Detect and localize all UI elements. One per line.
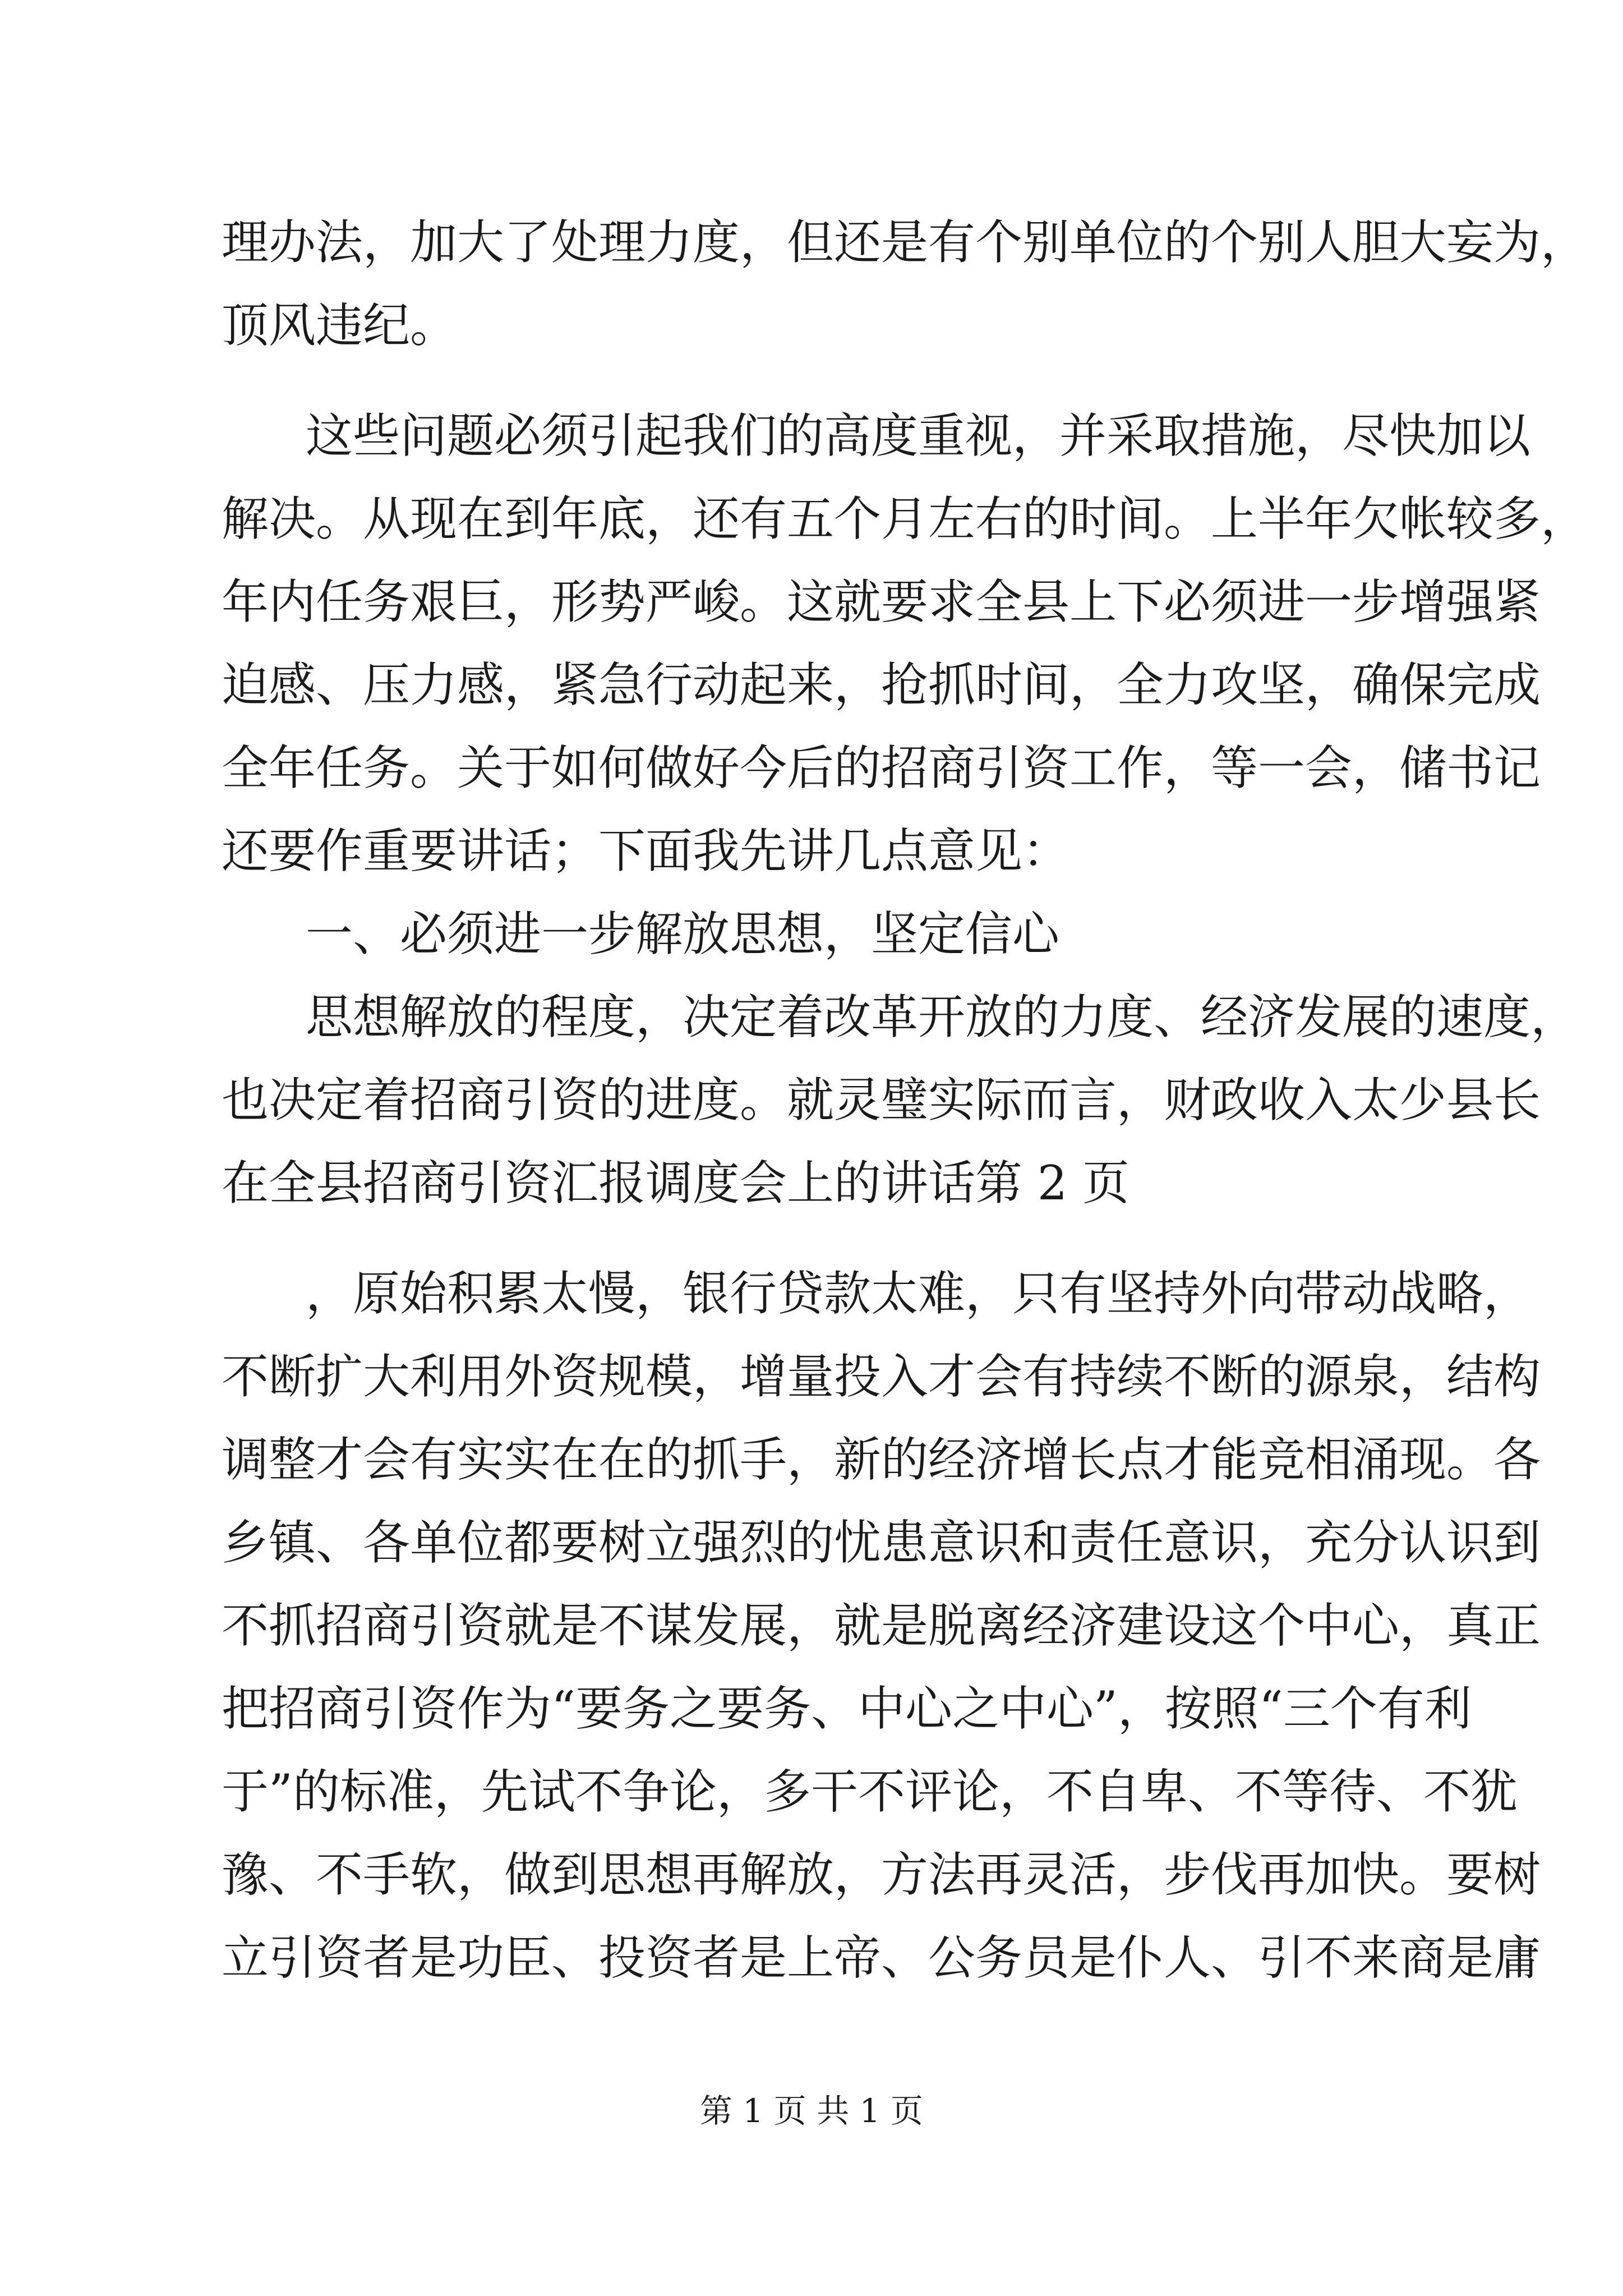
page-footer: 第 1 页 共 1 页 xyxy=(700,2092,923,2130)
text-line-8: 还要作重要讲话；下面我先讲几点意见： xyxy=(222,823,1070,878)
section-heading: 一、必须进一步解放思想，坚定信心 xyxy=(306,907,1060,961)
text-line-17: 不抓招商引资就是不谋发展，就是脱离经济建设这个中心，真正 xyxy=(222,1598,1541,1653)
text-line-10: 思想解放的程度，决定着改革开放的力度、经济发展的速度， xyxy=(306,990,1578,1045)
text-line-15: 调整才会有实实在在的抓手，新的经济增长点才能竞相涌现。各 xyxy=(222,1432,1541,1487)
text-line-14: 不断扩大利用外资规模，增量投入才会有持续不断的源泉，结构 xyxy=(222,1349,1541,1404)
text-line-20: 豫、不手软，做到思想再解放，方法再灵活，步伐再加快。要树 xyxy=(222,1847,1541,1902)
text-line-11: 也决定着招商引资的进度。就灵璧实际而言，财政收入太少县长 xyxy=(222,1073,1541,1128)
text-line-7: 全年任务。关于如何做好今后的招商引资工作，等一会，储书记 xyxy=(222,740,1541,795)
text-line-6: 迫感、压力感，紧急行动起来，抢抓时间，全力攻坚，确保完成 xyxy=(222,657,1541,712)
text-line-13: ，原始积累太慢，银行贷款太难，只有坚持外向带动战略， xyxy=(306,1266,1531,1321)
text-line-4: 解决。从现在到年底，还有五个月左右的时间。上半年欠帐较多， xyxy=(222,491,1588,546)
text-line-21: 立引资者是功臣、投资者是上帝、公务员是仆人、引不来商是庸 xyxy=(222,1930,1541,1985)
text-line-18: 把招商引资作为“要务之要务、中心之中心”，按照“三个有利 xyxy=(222,1681,1472,1736)
text-line-2: 顶风违纪。 xyxy=(222,298,458,353)
text-line-3: 这些问题必须引起我们的高度重视，并采取措施，尽快加以 xyxy=(306,408,1531,463)
text-line-12: 在全县招商引资汇报调度会上的讲话第 2 页 xyxy=(222,1156,1129,1211)
text-line-19: 于”的标准，先试不争论，多干不评论，不自卑、不等待、不犹 xyxy=(222,1764,1518,1819)
text-line-16: 乡镇、各单位都要树立强烈的忧患意识和责任意识，充分认识到 xyxy=(222,1515,1541,1570)
text-line-1: 理办法，加大了处理力度，但还是有个别单位的个别人胆大妄为， xyxy=(222,215,1588,270)
text-line-5: 年内任务艰巨，形势严峻。这就要求全县上下必须进一步增强紧 xyxy=(222,574,1541,629)
